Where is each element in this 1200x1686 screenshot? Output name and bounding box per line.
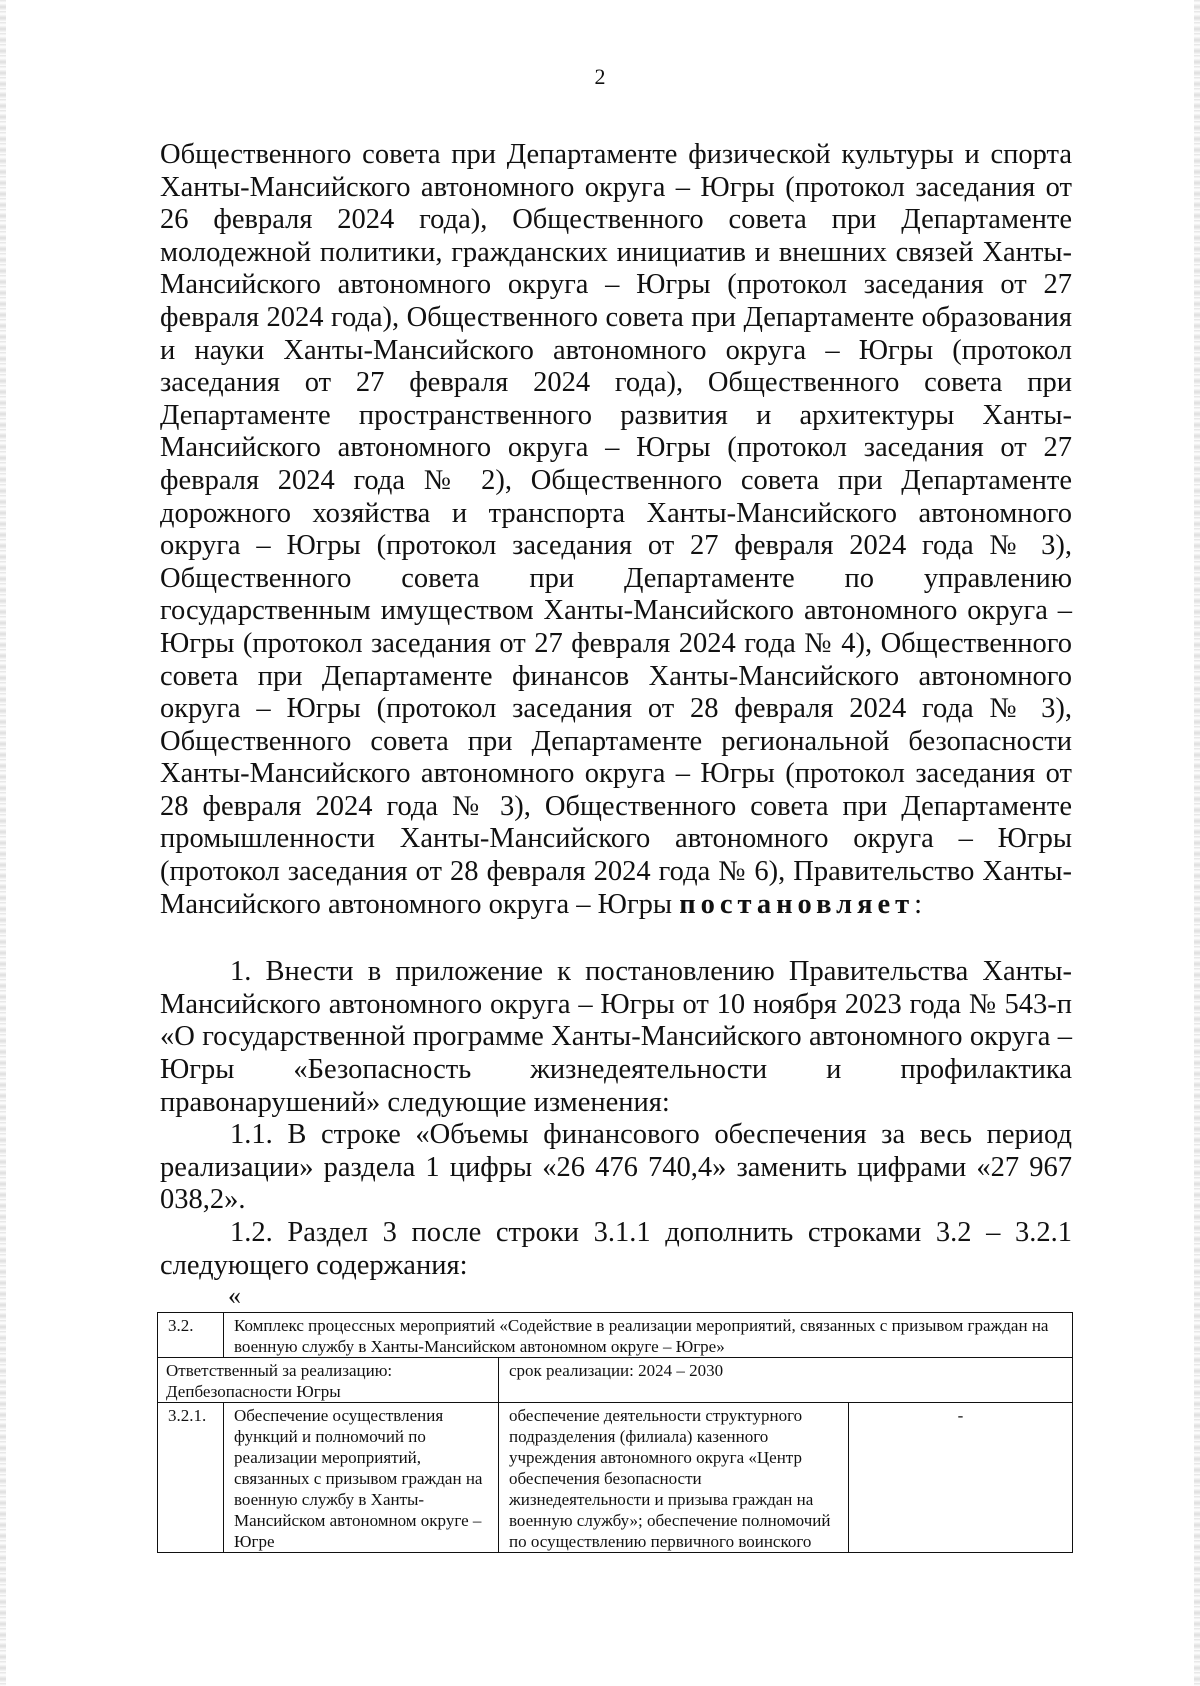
responsible-cell: Ответственный за реализацию: Депбезопасности Югры [158, 1358, 499, 1403]
scan-edge-right [1194, 0, 1200, 1686]
document-body [160, 139, 1072, 1282]
description-cell: обеспечение деятельности структурного подразделения (филиала) казенного учреждения автономного округа «Центр обеспечения безопасности жизнедеятельности и призыва граждан на военную службу»; обеспечение полномочий по осуществлению первичного воинского [499, 1403, 849, 1553]
page-number: 2 [594, 64, 606, 89]
row-number-cell: 3.2.1. [158, 1403, 224, 1553]
intro-text: Общественного совета при Департаменте физической культуры и спорта Ханты-Мансийского автономного округа – Югры (протокол заседания от 26 февраля 2024 года), Общественного совета при Департаменте молодежной политики, гражданских инициатив и внешних связей Ханты-Мансийского автономного округа – Югры (протокол заседания от 27 февраля 2024 года), Общественного совета при Департаменте образования и науки Ханты-Мансийского автономного округа – Югры (протокол заседания от 27 февраля 2024 года), Общественного совета при Департаменте пространственного развития и архитектуры Ханты-Мансийского автономного округа – Югры (протокол заседания от 27 февраля 2024 года № 2), Общественного совета при Департаменте дорожного хозяйства и транспорта Ханты-Мансийского автономного округа – Югры (протокол заседания от 27 февраля 2024 года № 3), Общественного совета при Департаменте по управлению государственным имуществом Ханты-Мансийского автономного округа – Югры (протокол заседания от 27 февраля 2024 года № 4), Общественного совета при Департаменте финансов Ханты-Мансийского автономного округа – Югры (протокол заседания от 28 февраля 2024 года № 3), Общественного совета при Департаменте региональной безопасности Ханты-Мансийского автономного округа – Югры (протокол заседания от 28 февраля 2024 года № 3), Общественного совета при Департаменте промышленности Ханты-Мансийского автономного округа – Югры (протокол заседания от 28 февраля 2024 года № 6), Правительство Ханты-Мансийского автономного округа – Югры [160, 139, 1072, 920]
task-cell: Обеспечение осуществления функций и полномочий по реализации мероприятий, связанных с призывом граждан на военную службу в Ханты-Мансийском автономном округе – Югре [224, 1403, 499, 1553]
term-cell: срок реализации: 2024 – 2030 [499, 1358, 1073, 1403]
value-cell: - [849, 1403, 1073, 1553]
resolves-colon: : [914, 888, 923, 920]
table-row [158, 1403, 1073, 1553]
opening-quote-mark: « [228, 1281, 241, 1310]
table-clip [150, 1305, 1080, 1588]
row-number-cell: 3.2. [158, 1313, 224, 1358]
scan-edge-left [0, 0, 6, 1686]
table-row [158, 1313, 1073, 1358]
intro-paragraph [160, 139, 1072, 921]
paragraph-1-1: 1.1. В строке «Объемы финансового обеспечения за весь период реализации» раздела 1 цифры «26 476 740,4» заменить цифрами «27 967 038,2». [160, 1119, 1072, 1216]
paragraph-1-2: 1.2. Раздел 3 после строки 3.1.1 дополнить строками 3.2 – 3.2.1 следующего содержания: [160, 1217, 1072, 1281]
program-table [157, 1312, 1073, 1553]
complex-title-cell: Комплекс процессных мероприятий «Содействие в реализации мероприятий, связанных с призывом граждан на военную службу в Ханты-Мансийском автономном округе – Югре» [224, 1313, 1073, 1358]
paragraph-1: 1. Внести в приложение к постановлению Правительства Ханты-Мансийского автономного округа – Югры от 10 ноября 2023 года № 543-п «О государственной программе Ханты-Мансийского автономного округа – Югры «Безопасность жизнедеятельности и профилактика правонарушений» следующие изменения: [160, 956, 1072, 1118]
resolves-word: постановляет [679, 888, 915, 920]
table-row [158, 1358, 1073, 1403]
